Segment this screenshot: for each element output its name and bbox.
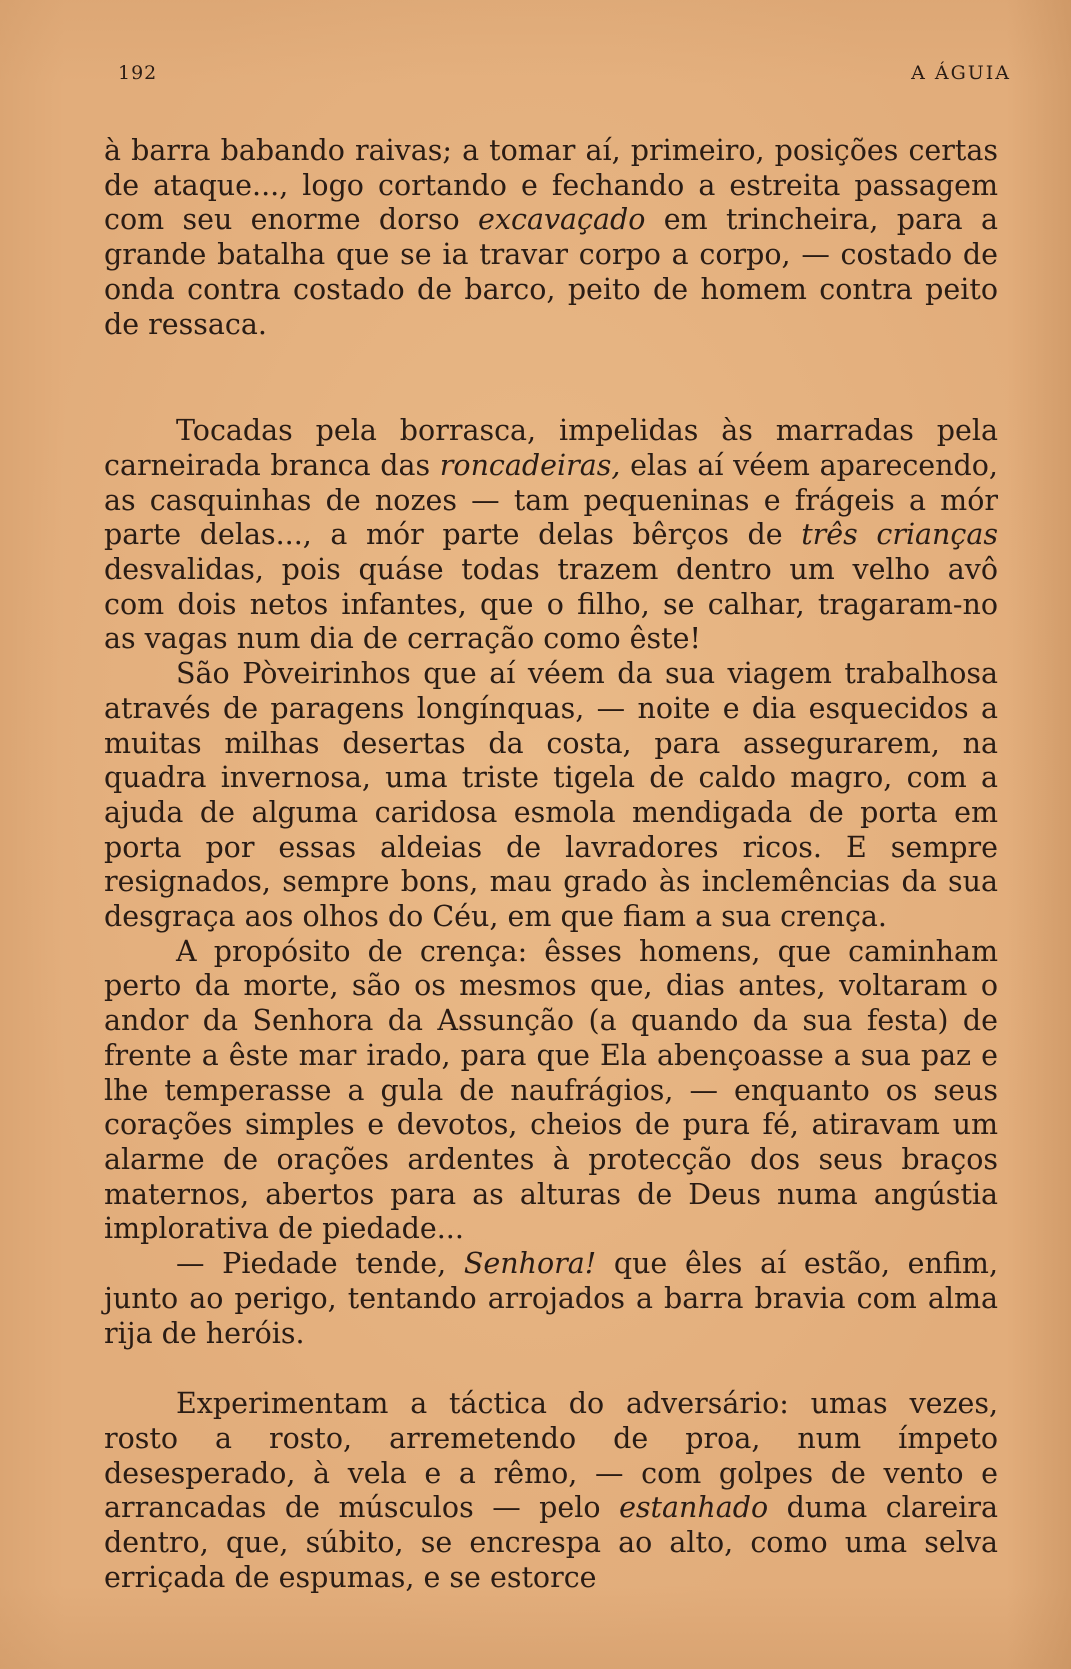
text-run: desvalidas, pois quáse todas trazem dentro um velho avô com dois netos infantes, que o filho, se calhar, tragaram-no as vagas num dia de cerração como êste! — [104, 553, 998, 656]
text-run: em trincheira, para a grande batalha que se ia travar corpo a corpo, — costado de onda contra costado de barco, peito de homem contra peito de ressaca. — [104, 203, 998, 341]
paragraph-gap — [104, 342, 998, 414]
text-run: Experimentam a táctica do adversário: umas vezes, rosto a rosto, arremetendo de proa, num ímpeto desesperado, à vela e a rêmo, — com golpes de vento e arrancadas de músculos — pelo — [104, 1387, 998, 1525]
page-number: 192 — [118, 62, 158, 84]
text-run: à barra babando raivas; a tomar aí, primeiro, posições certas de ataque..., logo cortando e fechando a estreita passagem com seu enorme dorso — [104, 134, 998, 237]
text-run: duma clareira dentro, que, súbito, se encrespa ao alto, como uma selva erriçada de espumas, e se estorce — [104, 1491, 998, 1594]
paragraph — [104, 657, 998, 935]
paragraph — [104, 414, 998, 657]
paragraph — [104, 1387, 998, 1595]
text-run: Tocadas pela borrasca, impelidas às marradas pela carneirada branca das — [104, 414, 998, 482]
italic-text: excavaçado — [478, 203, 646, 237]
text-run: São Pòveirinhos que aí véem da sua viagem trabalhosa através de paragens longínquas, — noite e dia esquecidos a muitas milhas desertas da costa, para assegurarem, na quadra invernosa, uma triste tigela de caldo magro, com a ajuda de alguma caridosa esmola mendigada de porta em porta por essas aldeias de lavradores ricos. E sempre resignados, sempre bons, mau grado às inclemências da sua desgraça aos olhos do Céu, em que fiam a sua crença. — [104, 657, 998, 934]
body-text — [104, 134, 998, 1595]
paragraph — [104, 1247, 998, 1351]
italic-text: três crianças — [801, 518, 998, 552]
text-run: — Piedade tende, — [176, 1247, 464, 1281]
running-head — [118, 62, 1011, 86]
text-run: A propósito de crença: êsses homens, que caminham perto da morte, são os mesmos que, dias antes, voltaram o andor da Senhora da Assunção (a quando da sua festa) de frente a êste mar irado, para que Ela abençoasse a sua paz e lhe temperasse a gula de naufrágios, — enquanto os seus corações simples e devotos, cheios de pura fé, atiravam um alarme de orações ardentes à protecção dos seus braços maternos, abertos para as alturas de Deus numa angústia implorativa de piedade... — [104, 934, 998, 1246]
italic-text: Senhora! — [463, 1247, 597, 1281]
paragraph — [104, 935, 998, 1247]
italic-text: roncadeiras, — [439, 448, 621, 482]
italic-text: estanhado — [619, 1491, 769, 1525]
paragraph — [104, 134, 998, 342]
paragraph-gap — [104, 1351, 998, 1387]
text-run: elas aí véem aparecendo, as casquinhas de nozes — tam pequeninas e frágeis a mór parte delas..., a mór parte delas bêrços de — [104, 448, 998, 552]
journal-title: A ÁGUIA — [911, 62, 1011, 84]
text-run: que êles aí estão, enfim, junto ao perigo, tentando arrojados a barra bravia com alma rija de heróis. — [104, 1247, 998, 1350]
